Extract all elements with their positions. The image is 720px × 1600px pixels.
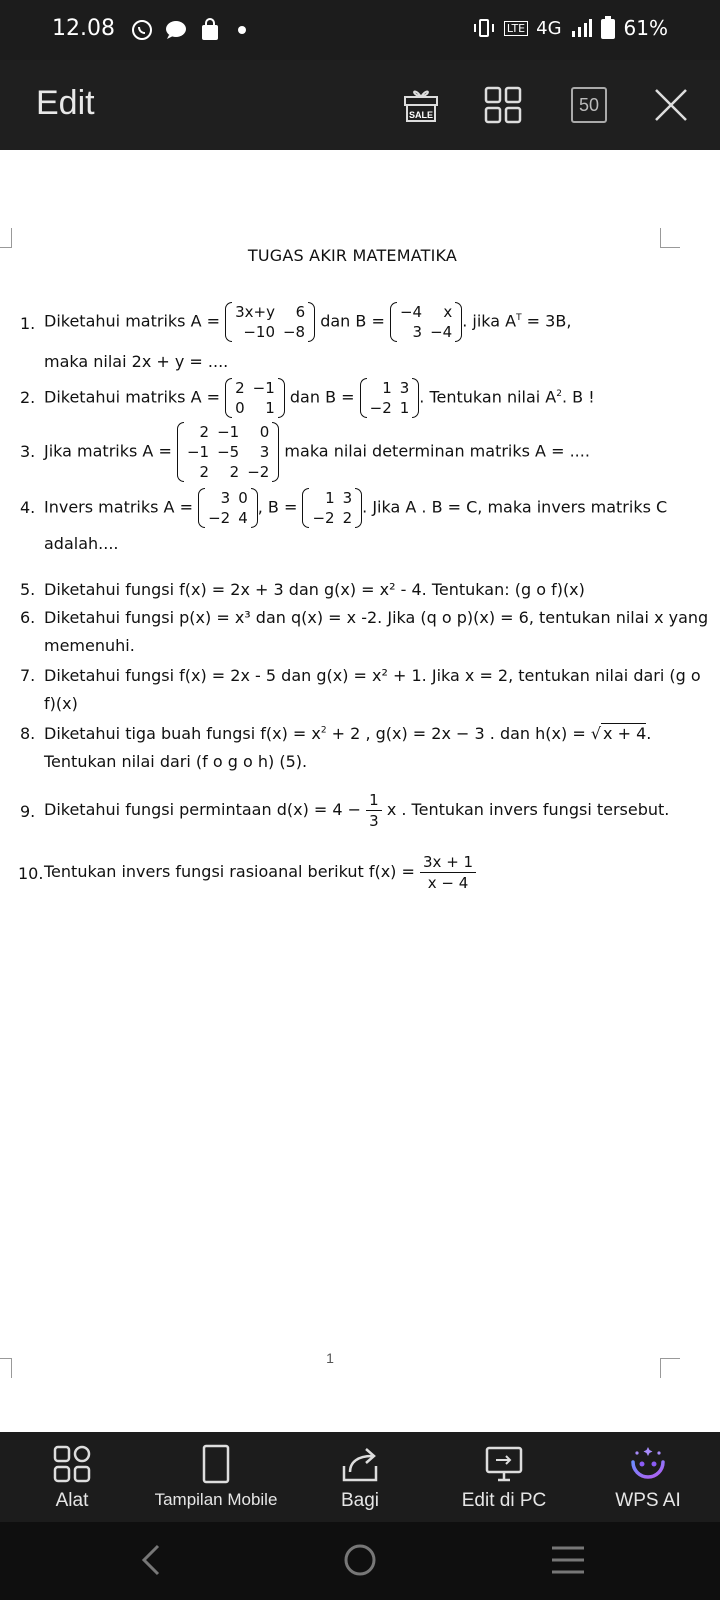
fraction-denominator: x − 4	[427, 874, 469, 892]
question-text: Tentukan invers fungsi rasioanal berikut f(x) =	[44, 862, 415, 881]
question-body	[44, 790, 669, 831]
toolbar-mobile-view-button[interactable]	[144, 1432, 288, 1522]
matrix-cell: −2	[208, 509, 231, 527]
battery-percent: 61%	[623, 16, 668, 40]
matrix-cell: −1	[252, 379, 275, 397]
question-text: maka nilai determinan matriks A = ....	[284, 441, 590, 461]
question-text: Diketahui fungsi permintaan d(x) = 4 −	[44, 800, 362, 819]
matrix-cell: −4	[399, 303, 423, 321]
matrix-cell: 1	[325, 489, 335, 507]
matrix-cell: −2	[247, 463, 270, 481]
back-icon[interactable]	[132, 1540, 172, 1580]
question-number: 2.	[20, 388, 36, 407]
page-count-button[interactable]	[566, 82, 612, 128]
shopping-bag-icon	[198, 18, 222, 42]
question-text: . jika A	[462, 311, 517, 331]
question-number: 5.	[20, 580, 36, 599]
question-body	[44, 852, 476, 893]
matrix-cell: −1	[217, 423, 240, 441]
toolbar-edit-on-pc-button[interactable]	[432, 1432, 576, 1522]
question-body	[44, 724, 651, 743]
wps-ai-icon	[628, 1444, 668, 1484]
matrix-cell: −4	[430, 323, 453, 341]
app-header	[0, 60, 720, 150]
matrix-cell: 3	[412, 323, 423, 341]
fraction	[366, 790, 382, 831]
question-text: . Tentukan nilai A	[419, 387, 557, 407]
matrix-cell: −1	[186, 443, 210, 461]
question-text: , B =	[257, 497, 298, 517]
sale-gift-button[interactable]	[398, 82, 444, 128]
share-icon	[340, 1444, 380, 1484]
matrix-cell: 1	[382, 379, 392, 397]
page-corner-top-left	[0, 228, 12, 248]
superscript: 2	[320, 725, 327, 736]
toolbar-share-button[interactable]	[288, 1432, 432, 1522]
question-number: 3.	[20, 442, 36, 461]
page-corner-top-right	[660, 228, 680, 248]
matrix-cell: 3	[220, 489, 231, 507]
question-text: Diketahui fungsi p(x) = x³ dan q(x) = x -2. Jika (q o p)(x) = 6, tentukan nilai x yang	[44, 608, 709, 627]
document-page[interactable]	[0, 150, 720, 1430]
question-text: .	[646, 724, 652, 743]
question-number: 4.	[20, 498, 36, 517]
matrix-cell: 2	[342, 509, 353, 527]
matrix-cell: x	[443, 303, 453, 321]
question-body	[44, 488, 667, 528]
status-time: 12.08	[52, 16, 115, 41]
tools-grid-icon	[52, 1444, 92, 1484]
status-bar	[0, 0, 720, 60]
superscript: 2	[556, 389, 562, 400]
document-title: TUGAS AKIR MATEMATIKA	[247, 246, 458, 265]
matrix-cell: 3	[342, 489, 353, 507]
notification-icons	[130, 18, 246, 42]
question-text: dan B =	[320, 311, 385, 331]
recents-menu-icon[interactable]	[548, 1540, 588, 1580]
toolbar-label: Edit di PC	[461, 1490, 547, 1511]
question-text: Diketahui fungsi f(x) = 2x + 3 dan g(x) = x² - 4. Tentukan: (g o f)(x)	[44, 580, 585, 599]
signal-icon	[570, 18, 592, 38]
whatsapp-icon	[130, 18, 154, 42]
sqrt-body: x + 4	[603, 724, 647, 743]
question-body	[44, 378, 595, 418]
fraction-numerator: 1	[366, 790, 382, 811]
question-number: 7.	[20, 666, 36, 685]
page-count: 50	[571, 87, 607, 123]
question-body	[44, 422, 590, 482]
edit-on-pc-icon	[484, 1444, 524, 1484]
toolbar-wps-ai-button[interactable]	[576, 1432, 720, 1522]
matrix-cell: 6	[295, 303, 306, 321]
mobile-view-icon	[196, 1444, 236, 1484]
battery-icon	[600, 16, 616, 40]
bottom-toolbar	[0, 1432, 720, 1522]
matrix-cell: 0	[235, 399, 245, 417]
matrix-cell: −2	[312, 509, 335, 527]
question-line-2: adalah....	[44, 534, 119, 553]
matrix-cell: −10	[243, 323, 275, 341]
question-line-2: memenuhi.	[44, 636, 135, 655]
matrix-cell: 4	[238, 509, 248, 527]
matrix-a	[225, 378, 285, 418]
question-text: Invers matriks A =	[44, 497, 193, 517]
matrix-b	[302, 488, 362, 528]
matrix-cell: 1	[399, 399, 410, 417]
system-status	[472, 16, 668, 40]
matrix-cell: 0	[238, 489, 248, 507]
question-text: . Jika A . B = C, maka invers matriks C	[362, 497, 668, 517]
fraction	[420, 852, 476, 893]
matrix-b	[390, 302, 462, 342]
matrix-cell: 2	[199, 463, 210, 481]
toolbar-label: Bagi	[340, 1490, 380, 1511]
question-line-2: f)(x)	[44, 694, 78, 713]
matrix-cell: −8	[282, 323, 306, 341]
toolbar-label: Tampilan Mobile	[154, 1490, 278, 1509]
page-corner-bottom-right	[660, 1358, 680, 1378]
question-body	[44, 302, 571, 342]
superscript: T	[516, 313, 522, 324]
grid-icon	[484, 86, 522, 124]
matrix-cell: 3	[259, 443, 270, 461]
close-icon	[653, 87, 689, 123]
system-nav-bar	[0, 1522, 720, 1600]
matrix-cell: 1	[265, 399, 275, 417]
sale-badge-text: SALE	[408, 110, 434, 120]
more-notifications-dot	[238, 26, 246, 34]
question-text: Diketahui matriks A =	[44, 311, 221, 331]
question-text: x . Tentukan invers fungsi tersebut.	[386, 800, 670, 819]
question-text: Diketahui matriks A =	[44, 387, 221, 407]
question-number: 8.	[20, 724, 36, 743]
matrix-cell: 3	[399, 379, 410, 397]
network-type: 4G	[536, 17, 562, 39]
matrix-a	[177, 422, 279, 482]
vibrate-icon	[472, 17, 496, 39]
fraction-denominator: 3	[369, 812, 379, 830]
question-text: Diketahui tiga buah fungsi f(x) = x	[44, 724, 321, 743]
matrix-b	[360, 378, 420, 418]
matrix-a	[198, 488, 258, 528]
fraction-numerator: 3x + 1	[420, 852, 476, 873]
toolbar-label: WPS AI	[615, 1490, 681, 1511]
question-line-2: Tentukan nilai dari (f o g o h) (5).	[44, 752, 308, 771]
matrix-cell: −5	[217, 443, 240, 461]
matrix-a	[225, 302, 315, 342]
question-line-2: maka nilai 2x + y = ....	[44, 352, 229, 371]
volte-badge: LTE	[504, 21, 528, 36]
question-number: 9.	[20, 802, 36, 821]
toolbar-tools-button[interactable]	[0, 1432, 144, 1522]
question-text: Jika matriks A =	[44, 441, 172, 461]
home-icon[interactable]	[340, 1540, 380, 1580]
matrix-cell: 2	[199, 423, 210, 441]
gift-icon	[401, 85, 441, 125]
matrix-cell: 3x+y	[235, 303, 275, 321]
matrix-cell: −2	[369, 399, 392, 417]
header-title: Edit	[36, 84, 95, 122]
close-button[interactable]	[648, 82, 694, 128]
matrix-cell: 2	[235, 379, 245, 397]
question-number: 6.	[20, 608, 36, 627]
question-text: . B !	[561, 387, 595, 407]
page-number: 1	[326, 1350, 334, 1366]
question-number: 1.	[20, 314, 36, 333]
question-number: 10.	[18, 864, 44, 883]
question-text: + 2 , g(x) = 2x − 3 . dan h(x) =	[326, 724, 591, 743]
grid-view-button[interactable]	[480, 82, 526, 128]
question-text: dan B =	[289, 387, 355, 407]
matrix-cell: 0	[259, 423, 270, 441]
toolbar-label: Alat	[55, 1490, 89, 1511]
question-text: Diketahui fungsi f(x) = 2x - 5 dan g(x) = x² + 1. Jika x = 2, tentukan nilai dari (g o	[44, 666, 701, 685]
question-text: = 3B,	[521, 311, 572, 331]
message-icon	[164, 18, 188, 42]
matrix-cell: 2	[229, 463, 240, 481]
sqrt-sign: √	[590, 724, 602, 743]
